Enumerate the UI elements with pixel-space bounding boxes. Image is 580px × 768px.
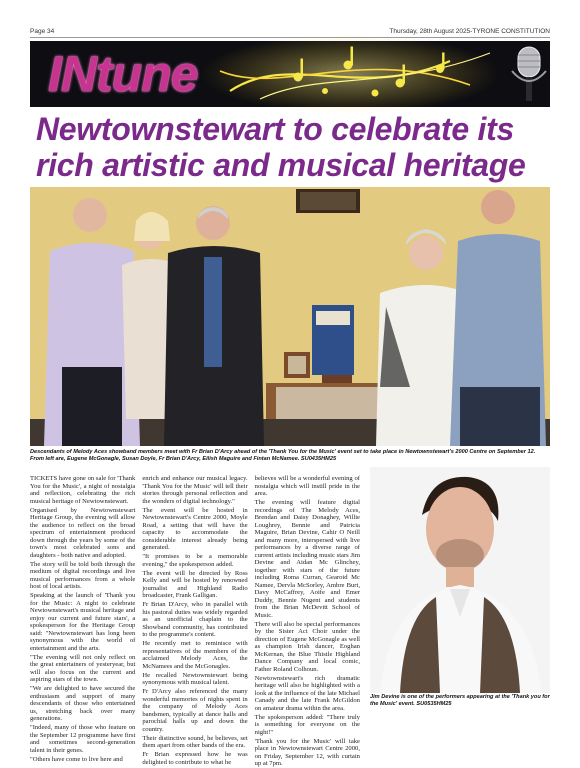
issue-date: Thursday, 28th August 2025-TYRONE CONSTITUTION [389,28,550,35]
paragraph: The event will be hosted in Newtownstewart's Centre 2000, Moyle Road, a setting that will have the capacity to accommodate the considerable interest already being generated. [142,506,248,551]
paragraph: Fr Brian expressed how he was delighted to contribute to what he [142,751,248,766]
paragraph: The evening will feature digital recordings of The Melody Aces, Brendan and Daisy Donaghey, Willie Loughrey, Bennie and Patricia Maguire, Brian Devine, Cahir O Neill and many more, interspersed with live performances by a diverse range of current artists including music stars Jim Devine and Aidan Mc Glinchey, together with stars of the future including Roma Curran, Gearoid Mc Namee, Dervla McSorley, Ambre Burt, Davy McCaffrey, Aoife and Emer Duddy, Bennie Nugent and students from the Brian McDevitt School of Music. [254,499,360,619]
paragraph: The spokesperson added: "There truly is something for everyone on the night!" [254,713,360,736]
paragraph: "Indeed, many of those who feature on the September 12 programme have first and sometimes second-generation talent in their genes. [30,724,136,754]
headline: Newtownstewart to celebrate its rich artistic and musical heritage [36,111,526,183]
paragraph: Newtownstewart's rich dramatic heritage will also be highlighted with a look at the influence of the late Michael Canady and the late Frank McGildon on amateur drama within the area. [254,674,360,712]
paragraph: 'Thank you for the Music' will take place in Newtownstewart Centre 2000, on Friday, September 12, with curtain up at 7pm. [254,737,360,767]
paragraph: Fr Brian D'Arcy, who in parallel with his pastoral duties was widely regarded as an unofficial chaplain to the Showband community, has contributed to the programme's content. [142,601,248,638]
paragraph: "It promises to be a memorable evening," the spokesperson added. [142,553,248,568]
paragraph: He recalled Newtownstewart being synonymous with musical talent. [142,671,248,686]
paragraph: "The evening will not only reflect on the great entertainers of yesteryear, but will also focus on the current and aspiring stars of the town. [30,653,136,683]
performer-photo [370,467,550,693]
page-header [30,26,550,38]
article-body [30,475,360,767]
paragraph: There will also be special performances by the Sister Act Choir under the direction of Eugene McGonagle as well as champion Irish dancer, Eoghan McKernan, the Blue Thistle Highland Dance Company and local comic, Father Roland Colhoun. [254,620,360,673]
paragraph: "Others have come to live here and [30,755,123,763]
performer-photo-caption: Jim Devine is one of the performers appearing at the 'Thank you for the Music' event. SU0535HM25 [370,694,550,707]
paragraph: He recently met to reminisce with representatives of the members of the acclaimed Melody Aces, the McNamees and the McGonagles. [142,640,248,670]
section-banner [30,41,550,107]
page-number: Page 34 [30,28,55,35]
paragraph: Their distinctive sound, he believes, set them apart from other bands of the era. [142,734,248,749]
banner-title: INtune [48,46,198,102]
paragraph: The event will be directed by Ross Kelly and will be hosted by renowned journalist and Highland Radio broadcaster, Frank Galligan. [142,569,248,599]
paragraph: enrich and enhance our musical legacy. 'Thank You for the Music' will tell their stories through personal reflection and the wonders of digital technology." [142,475,248,505]
article-column-1 [30,475,136,763]
paragraph: The story will be told both through the medium of digital recordings and live musical performances from a whole host of local artists. [30,560,136,590]
paragraph: "We are delighted to have secured the enthusiasm and support of many descendants of those who entertained us, stretching back over many generations. [30,685,136,722]
paragraph: Speaking at the launch of 'Thank you for the Music: A night to celebrate Newtownstewart's musical heritage and enjoy our current and future stars', a spokesperson for the Heritage Group said: "Newtownstewart has long been synonymous with the world of entertainment and the arts. [30,592,136,652]
paragraph: TICKETS have gone on sale for 'Thank You for the Music', a night of nostalgia and reflection, celebrating the rich musical heritage of Newtownstewart. [30,475,136,505]
article-column-2 [142,475,248,766]
paragraph: Fr D'Arcy also referenced the many wonderful memories of nights spent in the company of Melody Aces bandsmen, typically at dance halls and parochial halls up and down the country. [142,688,248,733]
paragraph: Organised by Newtownstewart Heritage Group, the evening will allow the audience to reflect on the broad spectrum of entertainment produced down through the years by some of the town's most celebrated sons and daughters - both native and adopted. [30,506,136,559]
article-column-3 [254,475,360,767]
main-photo-caption: Descendants of Melody Aces showband members meet with Fr Brian D'Arcy ahead of the 'Thank You for the Music' event set to take place in Newtownstewart's 2000 Centre on September 12. From left are, Eugene McGonagle, Susan Doyle, Fr Brian D'Arcy, Eilish Maguire and Fintan McNamee. SU0435HM25 [30,449,536,462]
paragraph: believes will be a wonderful evening of nostalgia which will instill pride in the area. [254,475,360,497]
group-photo [30,187,550,446]
